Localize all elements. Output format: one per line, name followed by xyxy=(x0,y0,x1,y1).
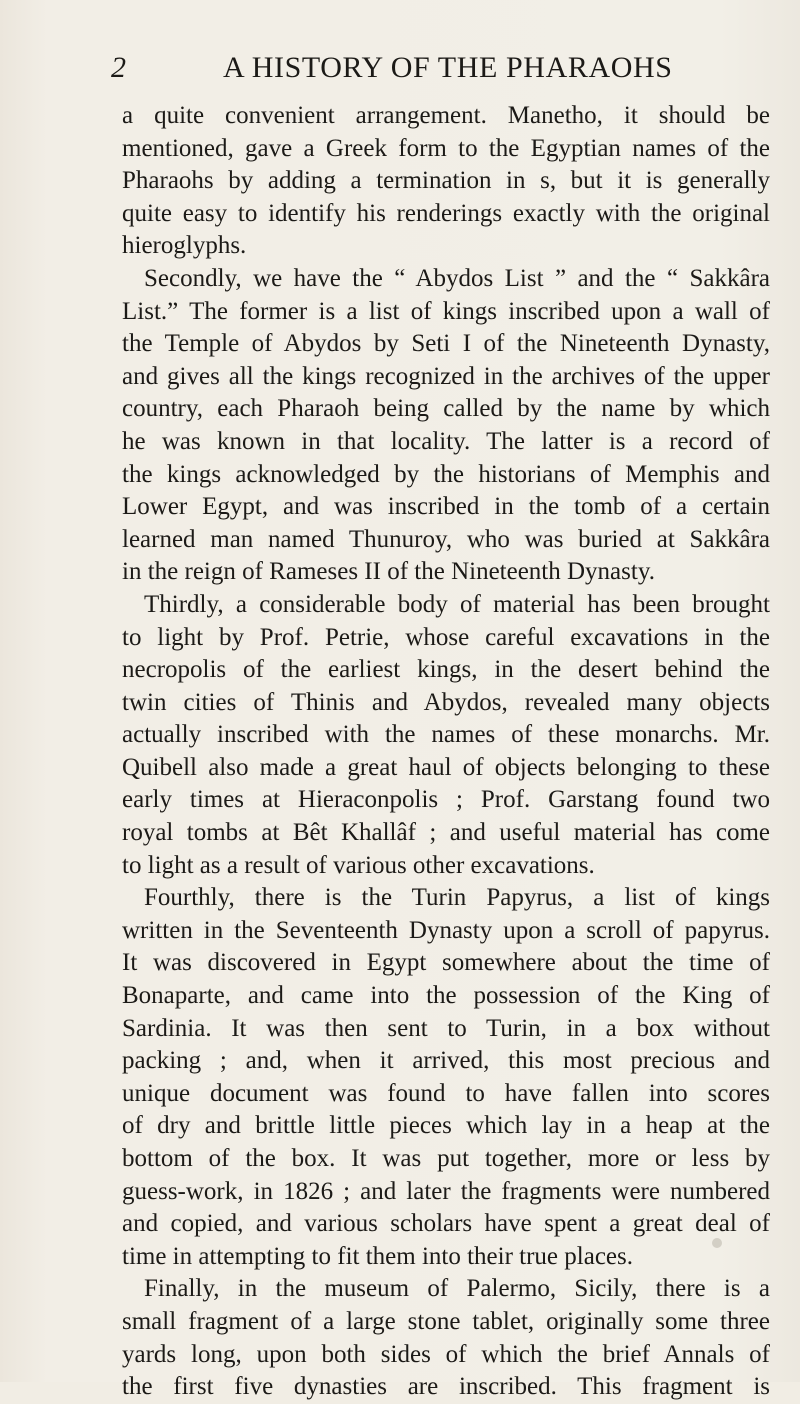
running-head-title: A HISTORY OF THE PHARAOHS xyxy=(223,51,673,84)
text-line: bottom of the box. It was put together, more or less by xyxy=(122,1145,770,1172)
text-line: the first five dynasties are inscribed. This fragment is xyxy=(122,1373,770,1401)
text-line: of dry and brittle little pieces which lay in a heap at the xyxy=(122,1112,770,1140)
text-line: mentioned, gave a Greek form to the Egyptian names of the xyxy=(122,134,770,162)
text-line: learned man named Thunuroy, who was buried at Sakkâra xyxy=(122,525,770,553)
text-line: quite easy to identify his renderings exactly with the original xyxy=(122,199,770,227)
page-number: 2 xyxy=(111,51,126,84)
text-line: the kings acknowledged by the historians of Memphis and xyxy=(122,460,770,488)
text-line: and copied, and various scholars have spent a great deal of xyxy=(122,1210,770,1238)
text-line: time in attempting to fit them into their true places. xyxy=(122,1242,633,1270)
text-line: Pharaohs by adding a termination in s, but it is generally xyxy=(122,167,770,195)
text-line: Sardinia. It was then sent to Turin, in a box without xyxy=(122,1014,770,1042)
text-line: to light as a result of various other excavations. xyxy=(122,851,595,879)
text-line: unique document was found to have fallen into scores xyxy=(122,1079,770,1107)
text-line: List.” The former is a list of kings inscribed upon a wall of xyxy=(122,297,770,325)
text-line: twin cities of Thinis and Abydos, revealed many objects xyxy=(122,688,770,716)
text-line: Bonaparte, and came into the possession of the King of xyxy=(122,982,770,1010)
text-line: Lower Egypt, and was inscribed in the tomb of a certain xyxy=(122,493,770,521)
text-line: and gives all the kings recognized in the archives of the upper xyxy=(122,362,770,390)
paper-smudge xyxy=(712,1238,722,1248)
text-line: in the reign of Rameses II of the Nineteenth Dynasty. xyxy=(122,558,655,586)
text-line: Quibell also made a great haul of objects belonging to these xyxy=(122,753,770,781)
text-line: early times at Hieraconpolis ; Prof. Garstang found two xyxy=(122,786,770,814)
text-line: It was discovered in Egypt somewhere about the time of xyxy=(122,949,770,977)
running-head xyxy=(111,50,711,86)
text-line: actually inscribed with the names of these monarchs. Mr. xyxy=(122,721,770,749)
text-line: royal tombs at Bêt Khallâf ; and useful material has come xyxy=(122,819,770,847)
text-line: Finally, in the museum of Palermo, Sicily, there is a xyxy=(144,1275,770,1303)
text-line: he was known in that locality. The latter is a record of xyxy=(122,427,770,455)
text-line: Fourthly, there is the Turin Papyrus, a list of kings xyxy=(144,884,770,912)
text-line: packing ; and, when it arrived, this most precious and xyxy=(122,1047,770,1075)
text-line: yards long, upon both sides of which the brief Annals of xyxy=(122,1340,770,1368)
text-line: small fragment of a large stone tablet, originally some three xyxy=(122,1307,770,1335)
text-line: country, each Pharaoh being called by the name by which xyxy=(122,395,770,423)
text-line: the Temple of Abydos by Seti I of the Nineteenth Dynasty, xyxy=(122,330,770,358)
text-line: guess-work, in 1826 ; and later the fragments were numbered xyxy=(122,1177,770,1205)
text-line: Thirdly, a considerable body of material has been brought xyxy=(144,590,770,618)
text-line: written in the Seventeenth Dynasty upon a scroll of papyrus. xyxy=(122,916,770,944)
text-line: a quite convenient arrangement. Manetho, it should be xyxy=(122,102,770,129)
text-line: Secondly, we have the “ Abydos List ” and the “ Sakkâra xyxy=(144,264,770,292)
body-text xyxy=(122,100,770,1404)
text-line: to light by Prof. Petrie, whose careful excavations in the xyxy=(122,623,770,651)
text-line: necropolis of the earliest kings, in the desert behind the xyxy=(122,656,770,684)
text-line: hieroglyphs. xyxy=(122,232,247,260)
